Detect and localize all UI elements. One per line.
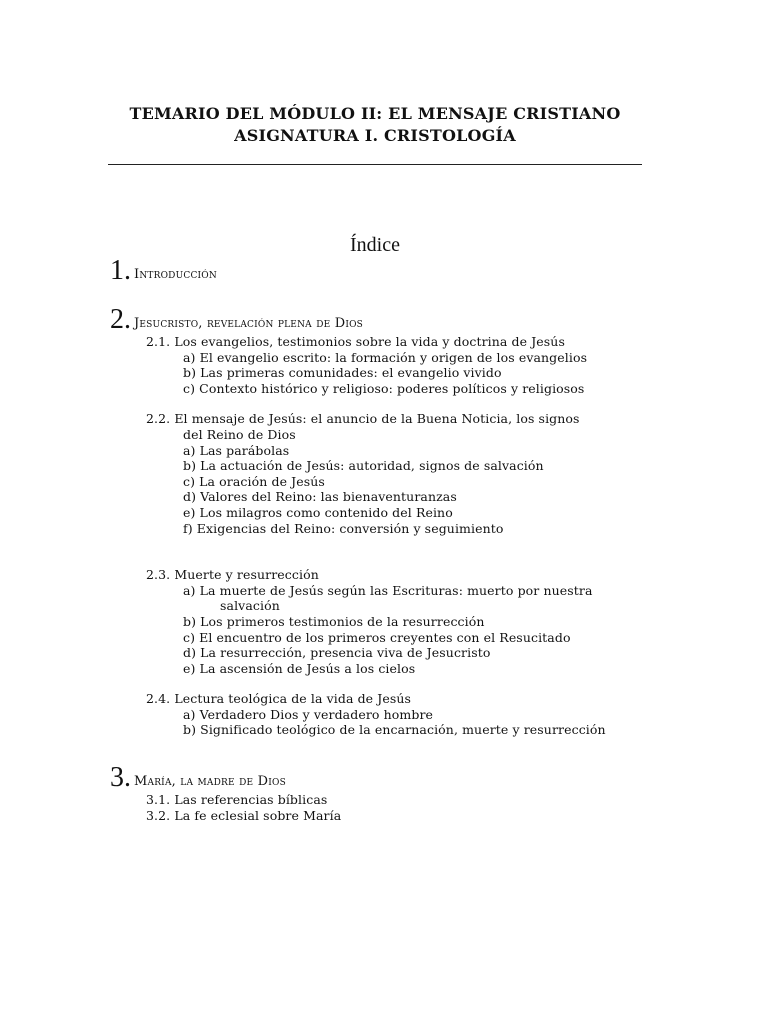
list-item: a) El evangelio escrito: la formación y origen de los evangelios bbox=[183, 349, 588, 365]
list-item: c) La oración de Jesús bbox=[183, 473, 325, 489]
subsection-title: 3.2. La fe eclesial sobre María bbox=[146, 807, 342, 823]
list-item: f) Exigencias del Reino: conversión y seguimiento bbox=[183, 520, 504, 536]
list-item-continuation: salvación bbox=[220, 598, 280, 614]
list-item: c) El encuentro de los primeros creyentes con el Resucitado bbox=[183, 629, 571, 645]
list-item: b) La actuación de Jesús: autoridad, signos de salvación bbox=[183, 458, 544, 474]
subsection-2-2 bbox=[110, 411, 650, 536]
section-1 bbox=[110, 257, 650, 285]
header-title-line-1: TEMARIO DEL MÓDULO II: EL MENSAJE CRISTIANO bbox=[129, 104, 621, 123]
section-number: 3. bbox=[110, 762, 131, 793]
section-title: María, la madre de Dios bbox=[134, 774, 286, 789]
subsection-title: 3.1. Las referencias bíblicas bbox=[146, 792, 328, 807]
subsection-title bbox=[110, 411, 640, 442]
index-title: Índice bbox=[350, 234, 400, 256]
list-item: a) Las parábolas bbox=[183, 442, 290, 458]
list-item: b) Significado teológico de la encarnación, muerte y resurrección bbox=[183, 722, 606, 738]
section-number: 2. bbox=[110, 304, 131, 335]
subsection-title: 2.1. Los evangelios, testimonios sobre la vida y doctrina de Jesús bbox=[146, 334, 565, 349]
header-divider bbox=[108, 164, 642, 165]
list-item: b) Las primeras comunidades: el evangelio vivido bbox=[183, 365, 502, 381]
section-heading bbox=[110, 764, 650, 792]
section-heading bbox=[110, 257, 650, 285]
subsection-2-1 bbox=[110, 334, 650, 396]
list-item-line: a) La muerte de Jesús según las Escrituras: muerto por nuestra bbox=[183, 582, 593, 598]
subsection-2-4 bbox=[110, 691, 650, 738]
section-heading bbox=[110, 306, 650, 334]
subsection-3-2 bbox=[110, 808, 650, 824]
list-item: b) Los primeros testimonios de la resurrección bbox=[183, 613, 485, 629]
list-item: e) La ascensión de Jesús a los cielos bbox=[183, 660, 416, 676]
list-item: d) La resurrección, presencia viva de Jesucristo bbox=[183, 645, 491, 661]
document-header bbox=[108, 103, 642, 147]
list-item: c) Contexto histórico y religioso: poderes políticos y religiosos bbox=[183, 380, 585, 396]
subsection-3-1 bbox=[110, 792, 650, 808]
section-2 bbox=[110, 306, 650, 738]
section-title: Introducción bbox=[134, 267, 217, 282]
section-3 bbox=[110, 764, 650, 823]
header-title-line-2: ASIGNATURA I. CRISTOLOGÍA bbox=[234, 126, 516, 145]
list-item: a) Verdadero Dios y verdadero hombre bbox=[183, 706, 434, 722]
subsection-title: 2.4. Lectura teológica de la vida de Jesús bbox=[146, 691, 412, 707]
subsection-2-3 bbox=[110, 567, 650, 676]
subsection-title-line: 2.2. El mensaje de Jesús: el anuncio de la Buena Noticia, los signos bbox=[146, 411, 580, 427]
section-number: 1. bbox=[110, 255, 131, 286]
list-item: e) Los milagros como contenido del Reino bbox=[183, 504, 453, 520]
subsection-title: 2.3. Muerte y resurrección bbox=[146, 567, 319, 583]
section-title: Jesucristo, revelación plena de Dios bbox=[134, 316, 364, 331]
list-item: d) Valores del Reino: las bienaventuranzas bbox=[183, 489, 457, 505]
list-item bbox=[110, 583, 640, 614]
subsection-title-continuation: del Reino de Dios bbox=[183, 426, 296, 442]
